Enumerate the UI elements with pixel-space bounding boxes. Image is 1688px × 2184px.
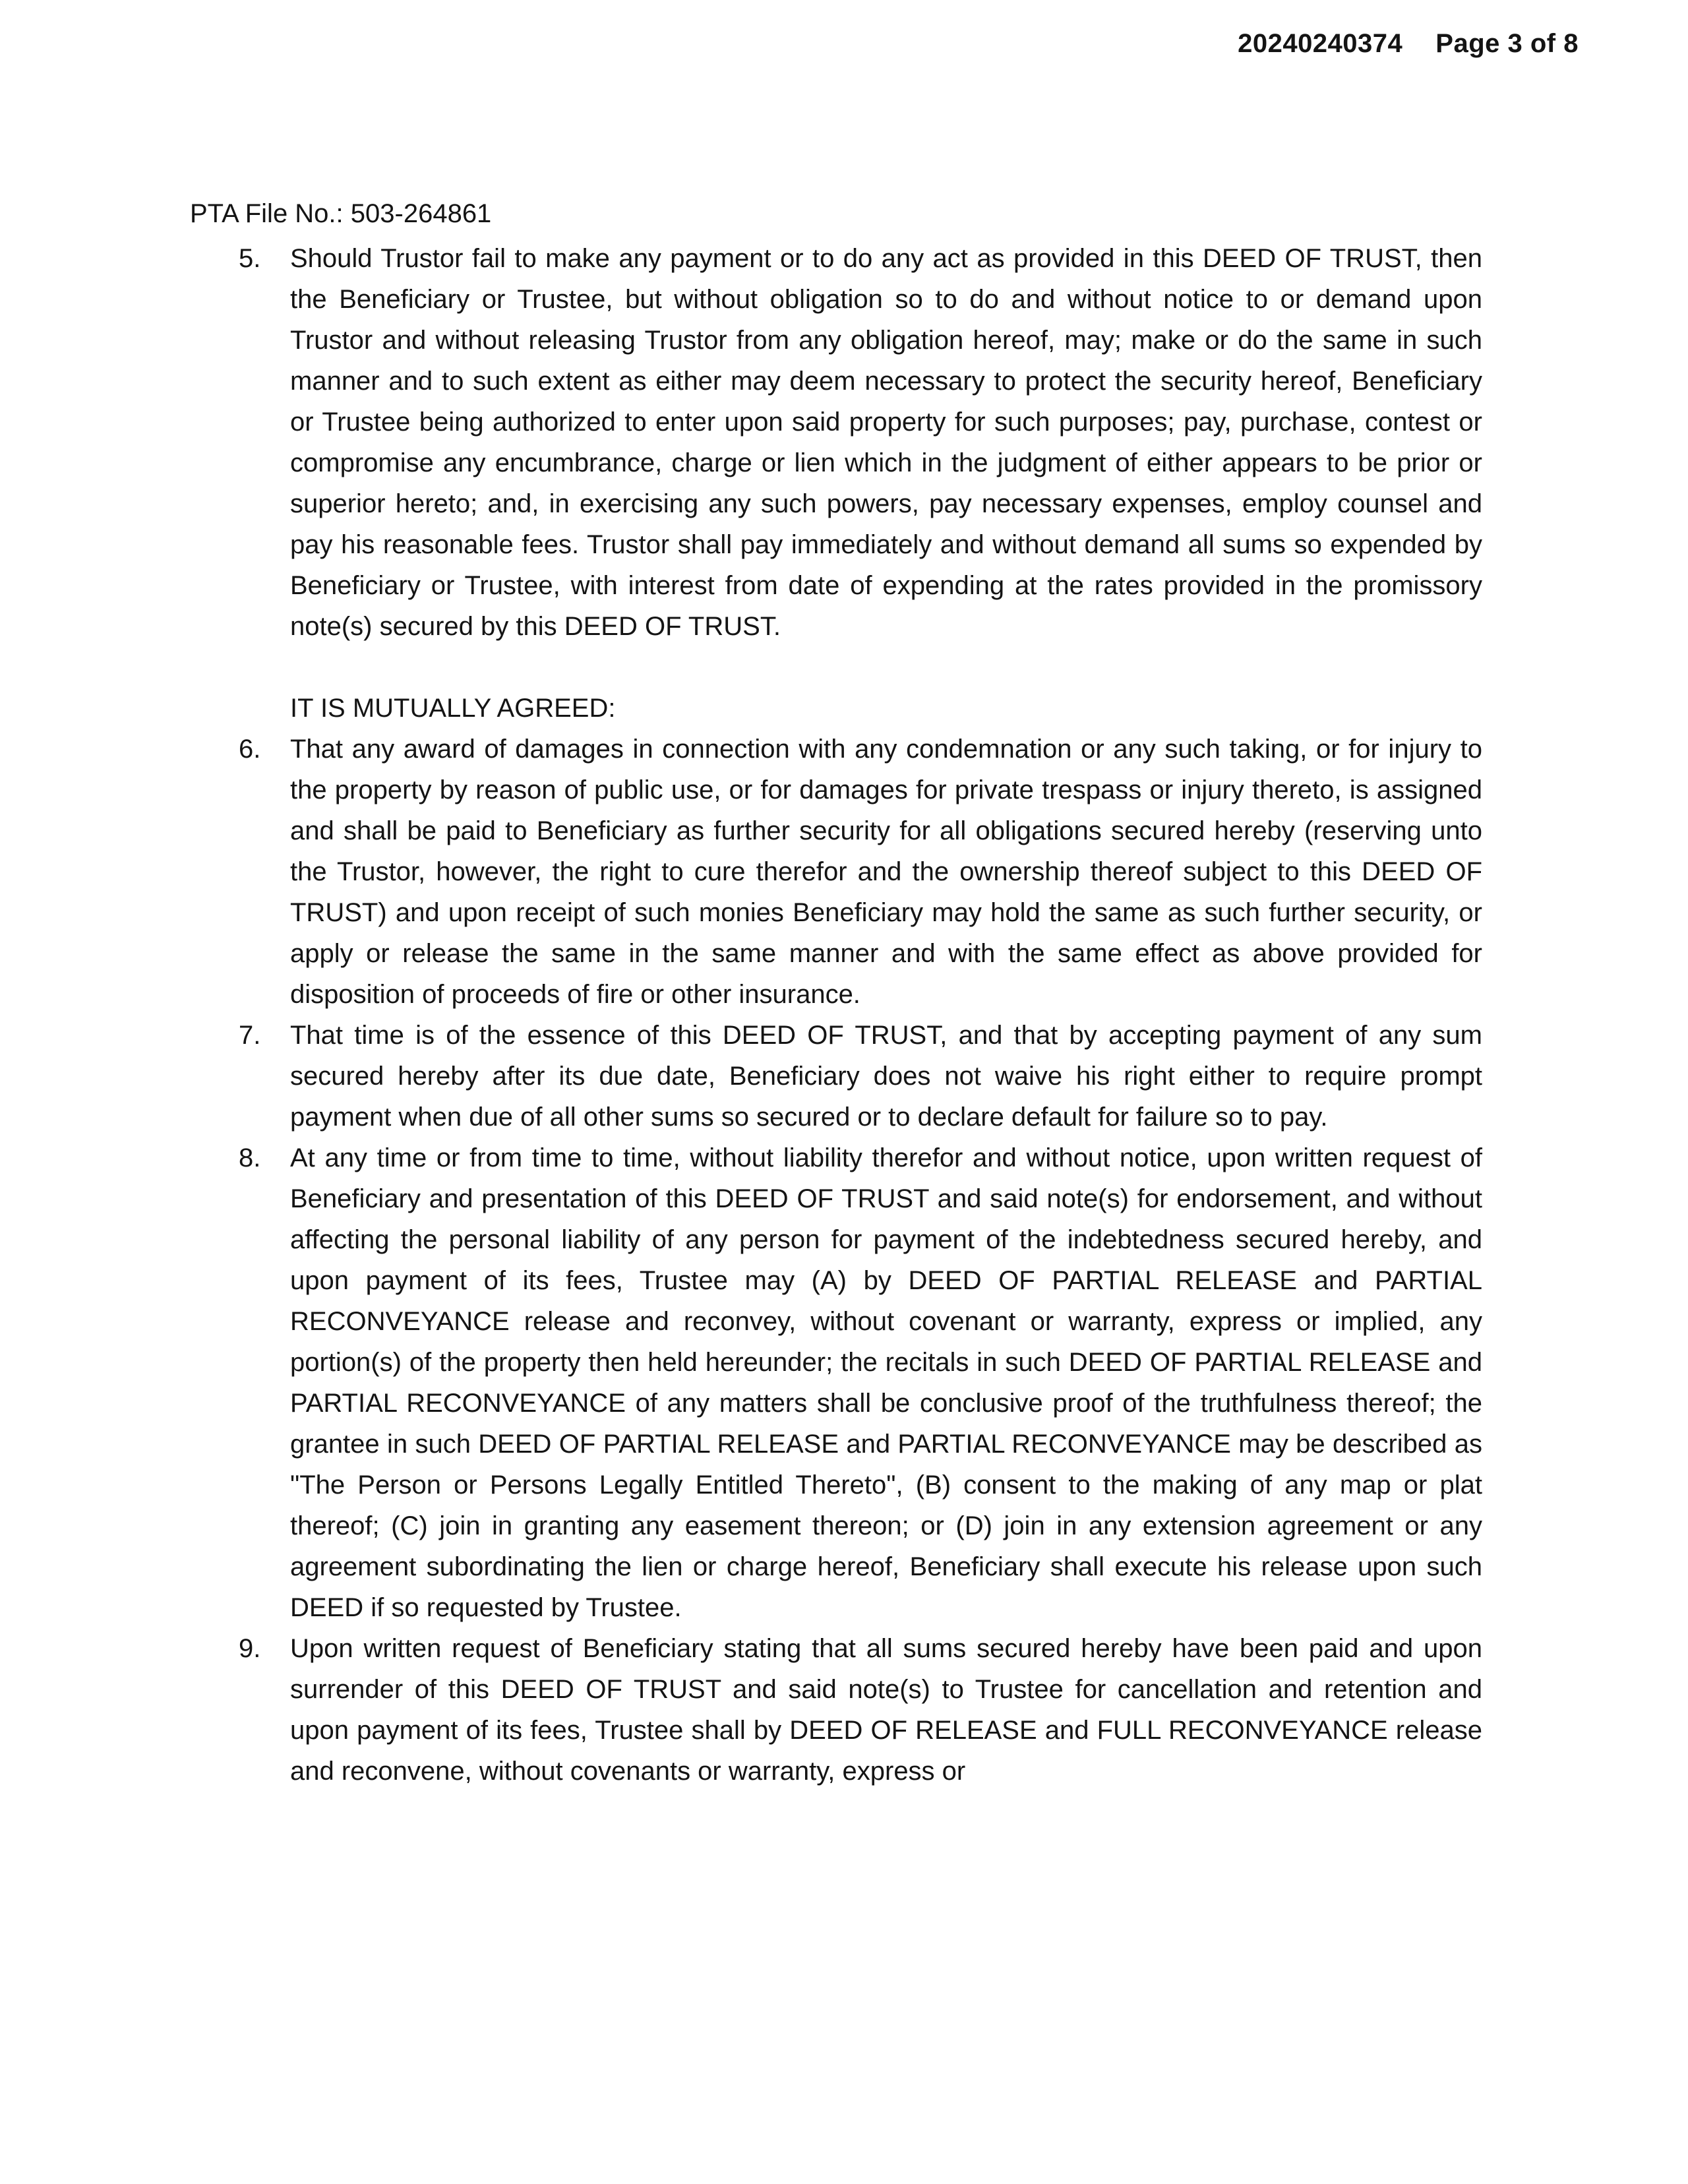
document-body: [190, 193, 1482, 1792]
clause-number: 7.: [239, 1021, 261, 1050]
page-header: [1238, 29, 1579, 59]
clause-number: 8.: [239, 1143, 261, 1172]
clause-text: Should Trustor fail to make any payment or to do any act as provided in this DEED OF TRUST, then the Beneficiary or Trustee, but without obligation so to do and without notice to or demand upon Trustor and without releasing Trustor from any obligation hereof, may; make or do the same in such manner and to such extent as either may deem necessary to protect the security hereof, Beneficiary or Trustee being authorized to enter upon said property for such purposes; pay, purchase, contest or compromise any encumbrance, charge or lien which in the judgment of either appears to be prior or superior hereto; and, in exercising any such powers, pay necessary expenses, employ counsel and pay his reasonable fees. Trustor shall pay immediately and without demand all sums so expended by Beneficiary or Trustee, with interest from date of expending at the rates provided in the promissory note(s) secured by this DEED OF TRUST.: [290, 244, 1482, 641]
clause-text: Upon written request of Beneficiary stating that all sums secured hereby have been paid and upon surrender of this DEED OF TRUST and said note(s) to Trustee for cancellation and retention and upon payment of its fees, Trustee shall by DEED OF RELEASE and FULL RECONVEYANCE release and reconvene, without covenants or warranty, express or: [290, 1634, 1482, 1786]
clause-text: That time is of the essence of this DEED OF TRUST, and that by accepting payment of any sum secured hereby after its due date, Beneficiary does not waive his right either to require prompt payment when due of all other sums so secured or to declare default for failure so to pay.: [290, 1021, 1482, 1132]
clause-text: That any award of damages in connection with any condemnation or any such taking, or for injury to the property by reason of public use, or for damages for private trespass or injury thereto, is assigned and shall be paid to Beneficiary as further security for all obligations secured hereby (reserving unto the Trustor, however, the right to cure therefor and the ownership thereof subject to this DEED OF TRUST) and upon receipt of such monies Beneficiary may hold the same as such further security, or apply or release the same in the same manner and with the same effect as above provided for disposition of proceeds of fire or other insurance.: [290, 735, 1482, 1009]
clause-text: At any time or from time to time, without liability therefor and without notice, upon written request of Beneficiary and presentation of this DEED OF TRUST and said note(s) for endorsement, and without affecting the personal liability of any person for payment of the indebtedness secured hereby, and upon payment of its fees, Trustee may (A) by DEED OF PARTIAL RELEASE and PARTIAL RECONVEYANCE release and reconvey, without covenant or warranty, express or implied, any portion(s) of the property then held hereunder; the recitals in such DEED OF PARTIAL RELEASE and PARTIAL RECONVEYANCE of any matters shall be conclusive proof of the truthfulness thereof; the grantee in such DEED OF PARTIAL RELEASE and PARTIAL RECONVEYANCE may be described as "The Person or Persons Legally Entitled Thereto", (B) consent to the making of any map or plat thereof; (C) join in granting any easement thereon; or (D) join in any extension agreement or any agreement subordinating the lien or charge hereof, Beneficiary shall execute his release upon such DEED if so requested by Trustee.: [290, 1143, 1482, 1622]
clause-7: [190, 1015, 1482, 1138]
clause-number: 5.: [239, 244, 261, 273]
clause-8: [190, 1138, 1482, 1628]
clause-number: 9.: [239, 1634, 261, 1663]
page-reference: Page 3 of 8: [1435, 29, 1579, 58]
clause-9: [190, 1628, 1482, 1792]
document-number: 20240240374: [1238, 29, 1403, 58]
clause-6: [190, 729, 1482, 1015]
agreed-heading: IT IS MUTUALLY AGREED:: [290, 694, 616, 723]
file-number: PTA File No.: 503-264861: [190, 199, 492, 228]
clause-number: 6.: [239, 735, 261, 764]
clause-5: [190, 238, 1482, 647]
